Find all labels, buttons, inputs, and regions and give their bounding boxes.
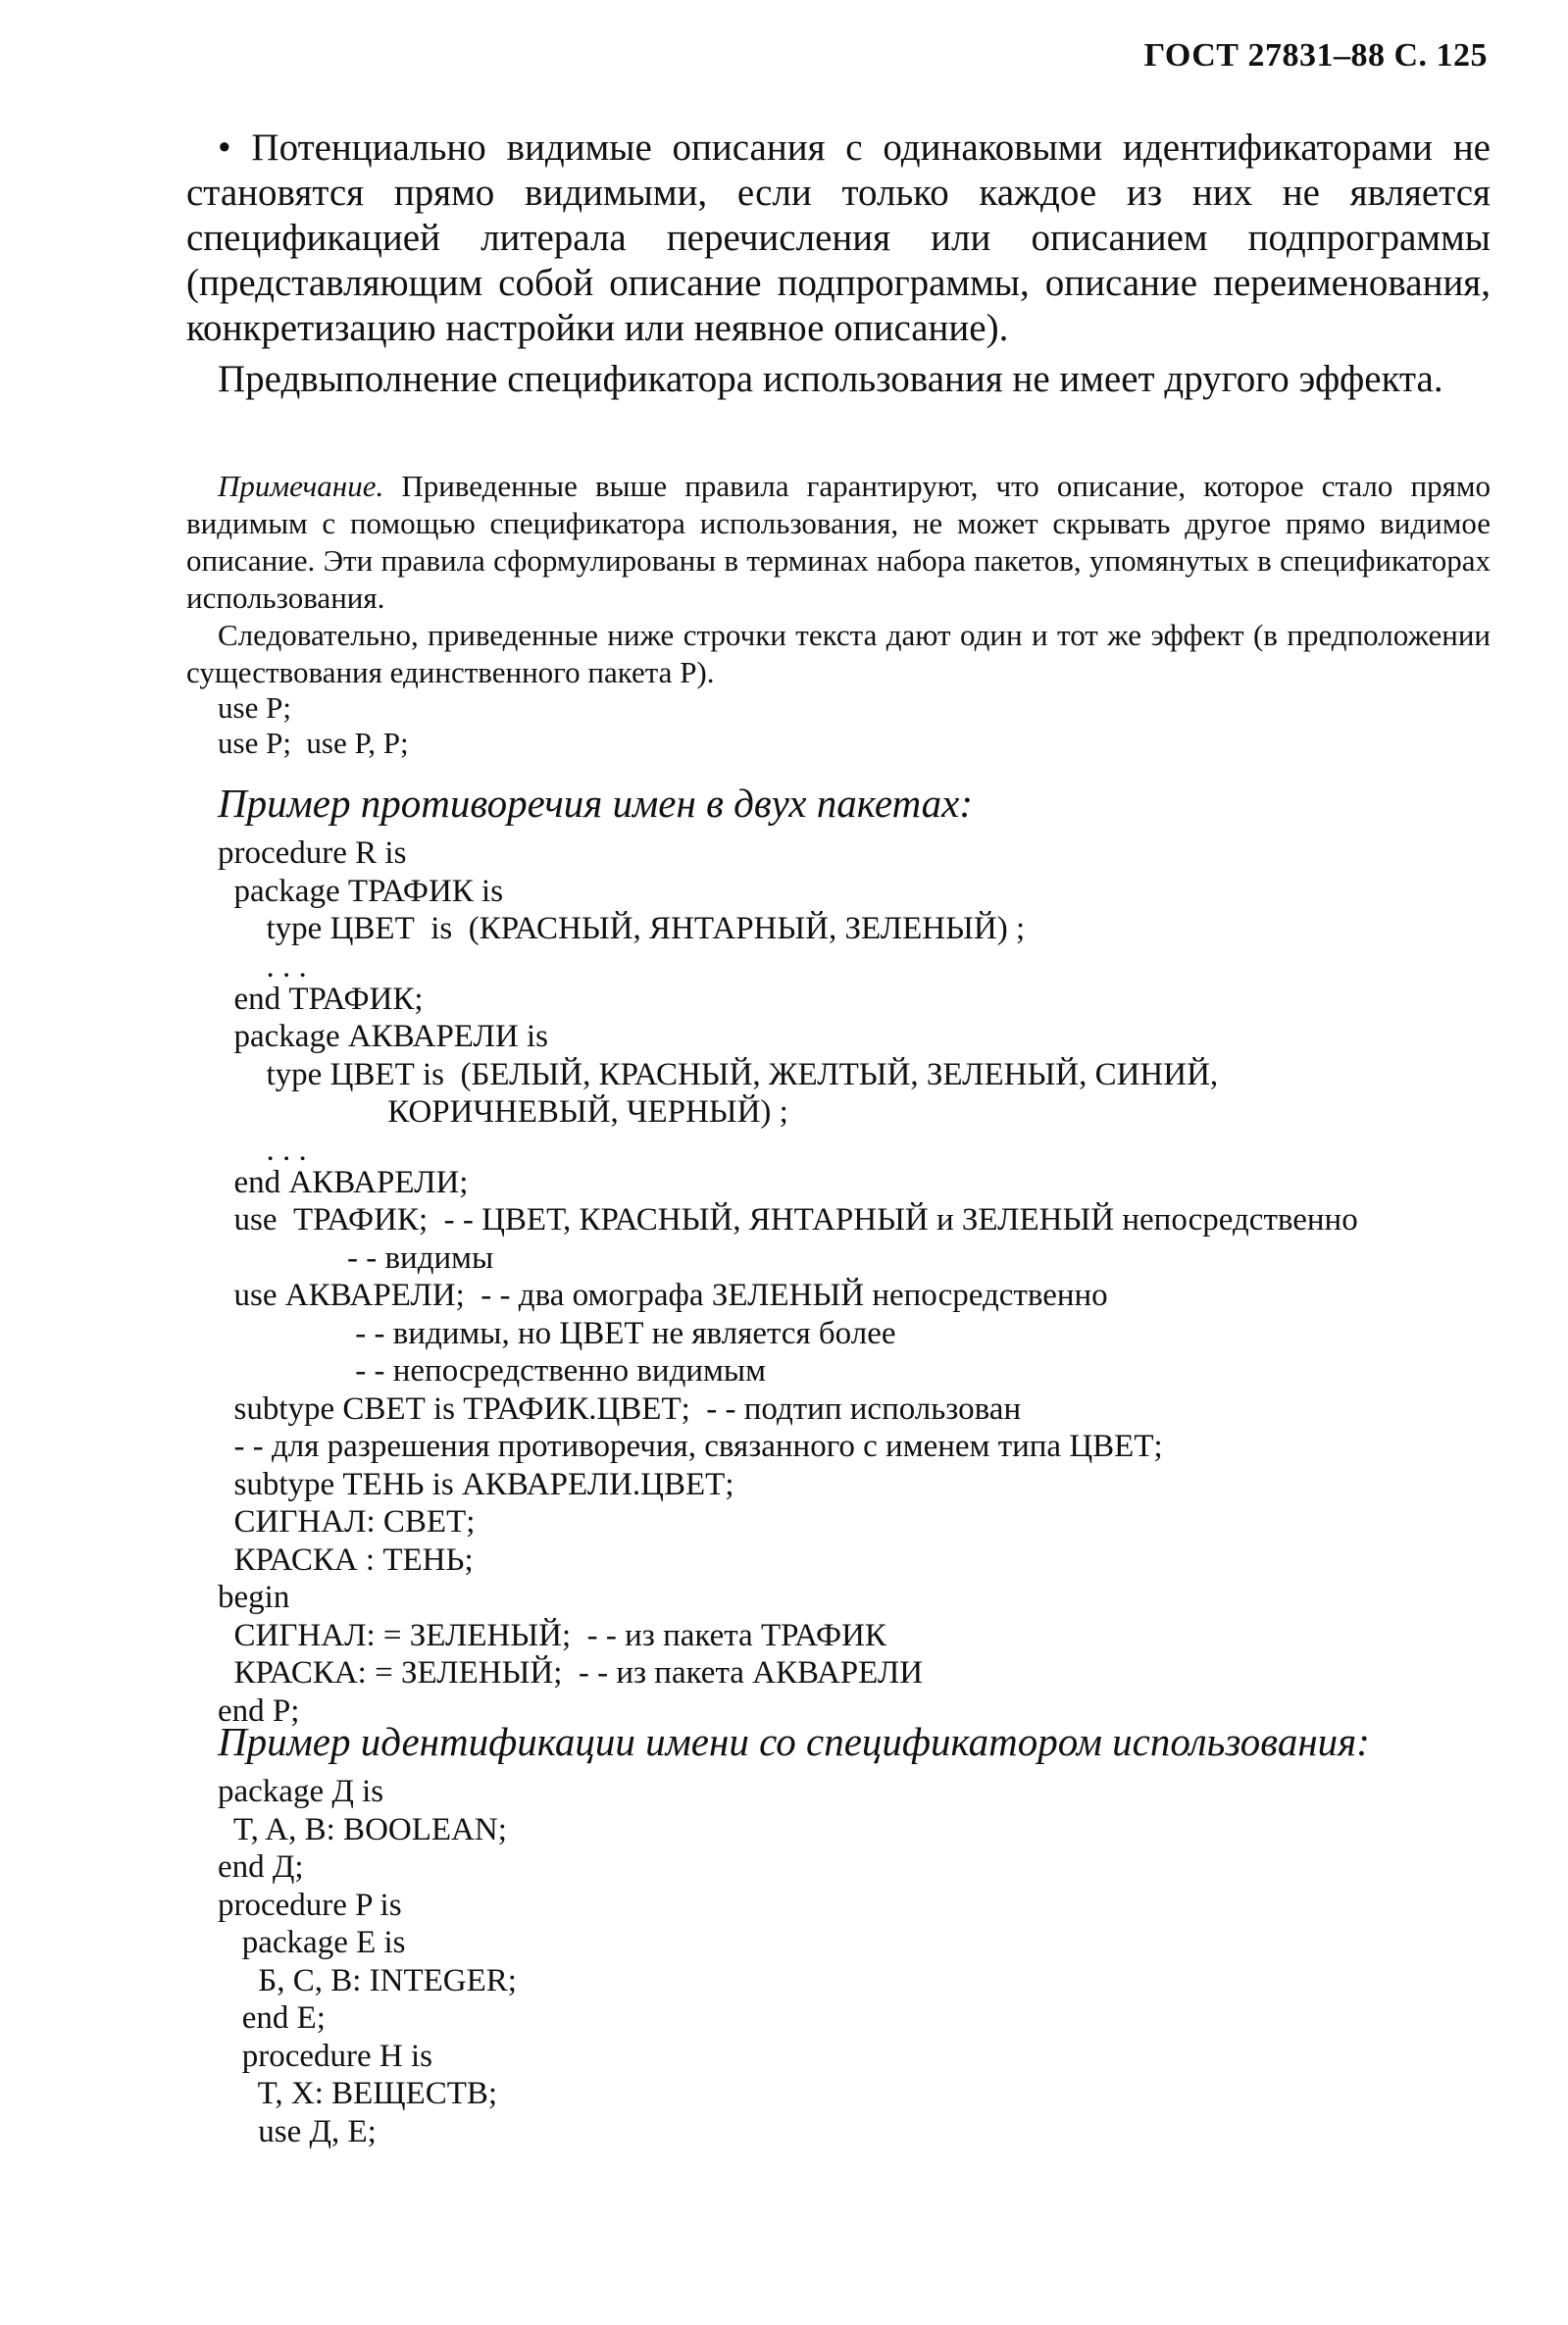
code-line: T, X: ВЕЩЕСТВ; [218,2076,498,2111]
code-line: КОРИЧНЕВЫЙ, ЧЕРНЫЙ) ; [218,1094,788,1130]
code-line: procedure P is [218,1887,402,1923]
code-line: use Д, E; [218,2113,377,2149]
code-line: . . . [218,948,307,985]
code-line: use ТРАФИК; - - ЦВЕТ, КРАСНЫЙ, ЯНТАРНЫЙ и ЗЕЛЕНЫЙ непосредственно [218,1202,1358,1238]
code-line: subtype СВЕТ is ТРАФИК.ЦВЕТ; - - подтип использован [218,1390,1022,1427]
example-heading-1: Пример противоречия имен в двух пакетах: [218,781,974,826]
bullet-paragraph: • Потенциально видимые описания с одинаковыми идентификаторами не становятся прямо видимыми, если только каждое из них не является спецификацией литерала перечисления или описанием подпрограммы (представляющим собой описание подпрограммы, описание переименования, конкретизацию настройки или неявное описание). [186,126,1491,349]
note-label: Примечание. [218,469,384,503]
intro-text [186,126,1491,402]
code-line: package ТРАФИК is [218,873,504,909]
example-heading-2: Пример идентификации имени со спецификатором использования: [218,1719,1370,1764]
note-consequence: Следовательно, приведенные ниже строчки текста дают один и тот же эффект (в предположении существования единственного пакета Р). [186,618,1491,689]
example-code-2 [0,1773,1568,2150]
code-line: end ТРАФИК; [218,981,424,1017]
code-line: type ЦВЕТ is (БЕЛЫЙ, КРАСНЫЙ, ЖЕЛТЫЙ, ЗЕЛЕНЫЙ, СИНИЙ, [218,1056,1219,1092]
code-line: end АКВАРЕЛИ; [218,1164,469,1200]
code-line: - - для разрешения противоречия, связанного с именем типа ЦВЕТ; [218,1429,1163,1464]
code-line: use АКВАРЕЛИ; - - два омографа ЗЕЛЕНЫЙ непосредственно [218,1278,1108,1313]
code-line: СИГНАЛ: = ЗЕЛЕНЫЙ; - - из пакета ТРАФИК [218,1617,886,1653]
code-line: СИГНАЛ: СВЕТ; [218,1504,476,1540]
code-line: type ЦВЕТ is (КРАСНЫЙ, ЯНТАРНЫЙ, ЗЕЛЕНЫЙ) ; [218,911,1026,946]
code-line: package E is [218,1925,406,1960]
code-line: procedure R is [218,835,407,871]
code-line: - - видимы [218,1239,494,1276]
code-line: - - непосредственно видимым [218,1353,766,1389]
note-block [186,468,1491,691]
note-code-block [0,690,1568,761]
code-line: КРАСКА: = ЗЕЛЕНЫЙ; - - из пакета АКВАРЕЛИ [218,1655,924,1691]
code-line: subtype ТЕНЬ is АКВАРЕЛИ.ЦВЕТ; [218,1466,734,1502]
note-text: Приведенные выше правила гарантируют, что описание, которое стало прямо видимым с помощью спецификатора использования, не может скрывать другое прямо видимое описание. Эти правила сформулированы в терминах набора пакетов, упомянутых в спецификаторах использования. [186,469,1491,615]
code-line: begin [218,1580,290,1615]
note-paragraph [186,468,1491,617]
code-line: package Д is [218,1774,384,1809]
code-line: - - видимы, но ЦВЕТ не является более [218,1315,896,1351]
page-header: ГОСТ 27831–88 С. 125 [1143,37,1488,74]
code-line: end P; [218,1693,300,1729]
code-line: . . . [218,1132,307,1168]
code-line: use P; [218,690,291,725]
code-line: КРАСКА : ТЕНЬ; [218,1542,474,1578]
example-code-1 [0,834,1568,1730]
code-line: Б, C, B: INTEGER; [218,1962,517,1998]
code-line: end E; [218,2000,326,2036]
code-line: end Д; [218,1849,304,1885]
code-line: T, A, B: BOOLEAN; [218,1811,507,1847]
code-line: procedure H is [218,2038,433,2074]
code-line: package АКВАРЕЛИ is [218,1019,548,1054]
code-line: use P; use P, P; [218,726,409,760]
effect-paragraph: Предвыполнение спецификатора использования не имеет другого эффекта. [218,358,1443,400]
